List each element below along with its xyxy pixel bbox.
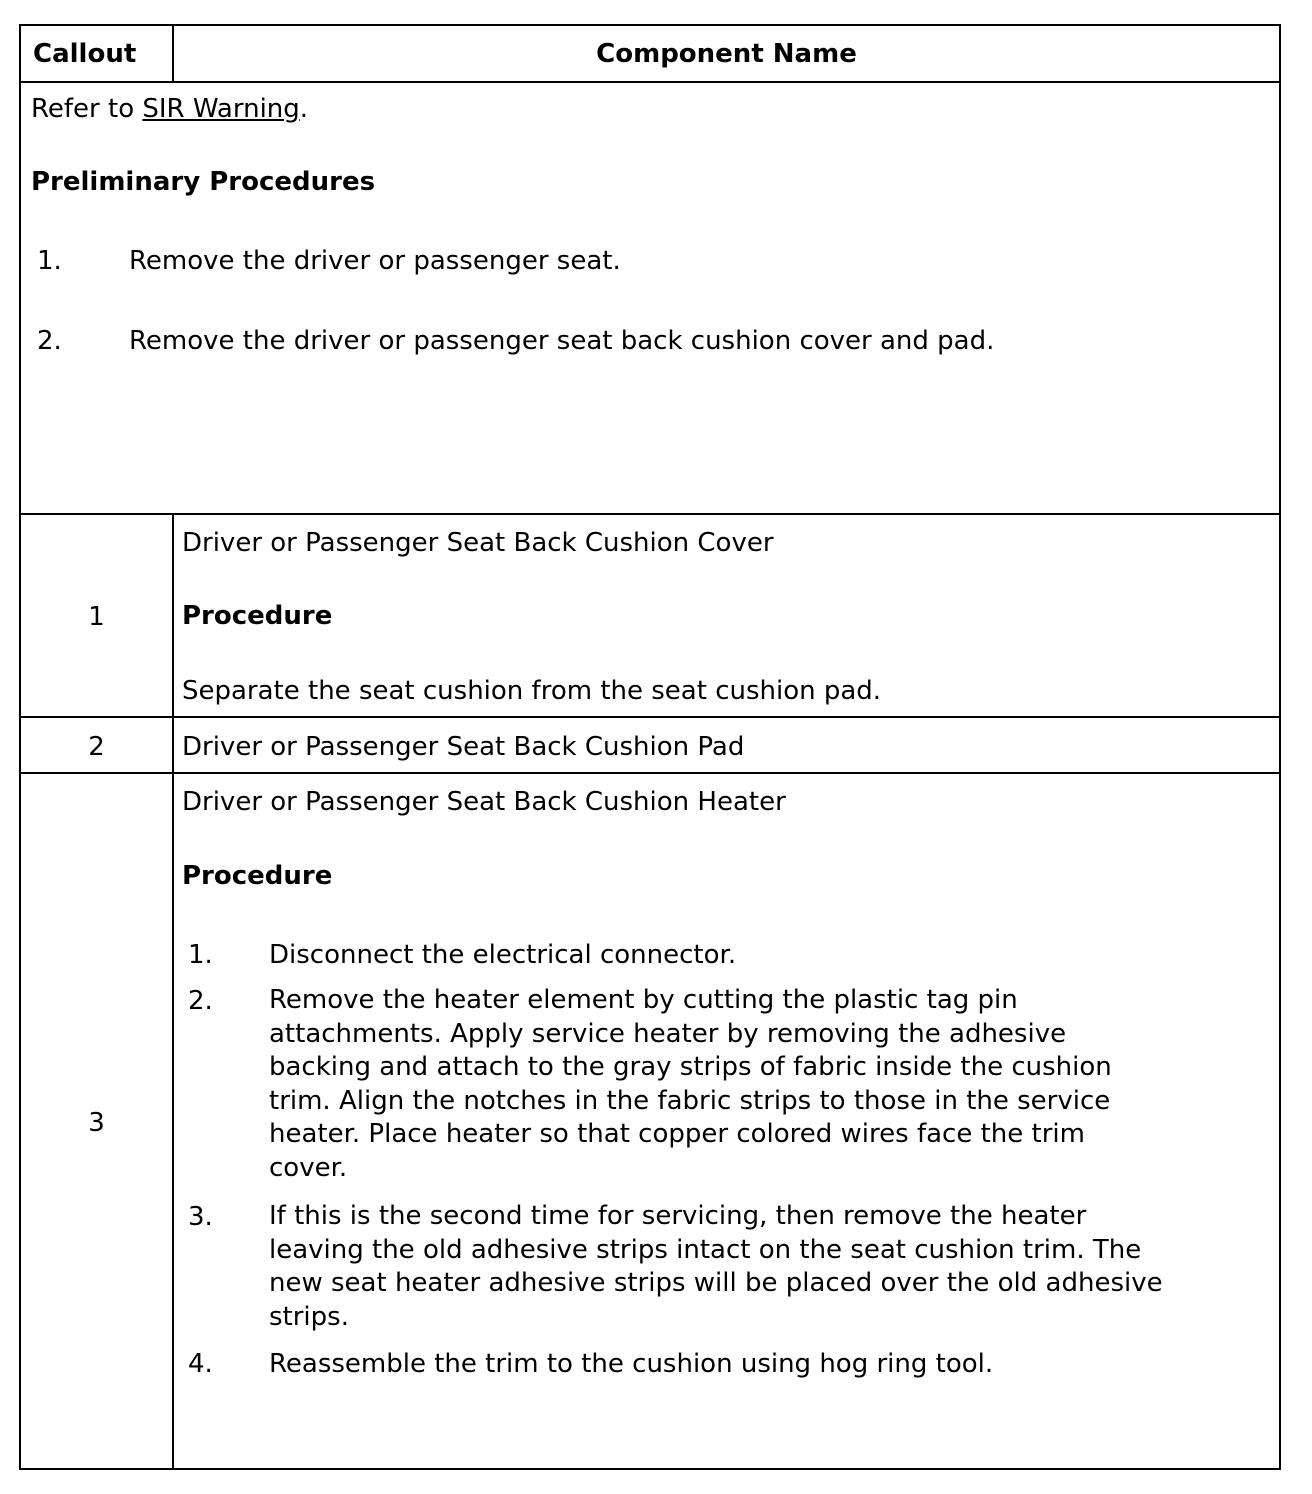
body-column-divider [172,513,174,1468]
preliminary-heading: Preliminary Procedures [31,167,376,197]
row1-procedure-text: Separate the seat cushion from the seat cushion pad. [182,676,882,706]
component-table [19,24,1281,1470]
callout-1: 1 [88,602,105,632]
row2-divider [21,772,1279,774]
header-component-name: Component Name [596,39,857,69]
callout-2: 2 [88,732,105,762]
header-callout: Callout [33,39,137,69]
row3-step-2-text: Remove the heater element by cutting the plastic tag pin attachments. Apply service heater by removing the adhesive backing and attach to the gray strips of fabric inside the cushion trim. Align the notches in the fabric strips to those in the service heater. Place heater so that copper colored wires face the trim cover. [269,985,1112,1183]
row3-procedure-heading: Procedure [182,861,333,891]
row3-step-1-text: Disconnect the electrical connector. [269,940,737,970]
sir-warning-link[interactable]: SIR Warning [142,94,300,124]
prelim-step-2-text: Remove the driver or passenger seat back cushion cover and pad. [129,326,995,356]
row3-step-1-num: 1. [188,940,213,970]
refer-line [31,94,308,124]
prelim-step-1-text: Remove the driver or passenger seat. [129,246,621,276]
intro-divider [21,513,1279,515]
row3-component-name: Driver or Passenger Seat Back Cushion Heater [182,787,786,817]
row1-component-name: Driver or Passenger Seat Back Cushion Cover [182,528,774,558]
row3-step-4-num: 4. [188,1349,213,1379]
row1-procedure-heading: Procedure [182,601,333,631]
refer-prefix: Refer to [31,94,143,124]
prelim-step-2-num: 2. [37,326,62,356]
callout-3: 3 [88,1108,105,1138]
row3-step-3-num: 3. [188,1202,213,1232]
refer-suffix: . [299,94,309,124]
row3-step-2-num: 2. [188,986,213,1016]
header-divider [21,81,1279,83]
row1-divider [21,716,1279,718]
row3-step-4-text: Reassemble the trim to the cushion using hog ring tool. [269,1349,994,1379]
row3-step-3-text: If this is the second time for servicing, then remove the heater leaving the old adhesive strips intact on the seat cushion trim. The new seat heater adhesive strips will be placed over the old adhesive strips. [269,1201,1163,1332]
prelim-step-1-num: 1. [37,246,62,276]
row2-component-name: Driver or Passenger Seat Back Cushion Pad [182,732,745,762]
